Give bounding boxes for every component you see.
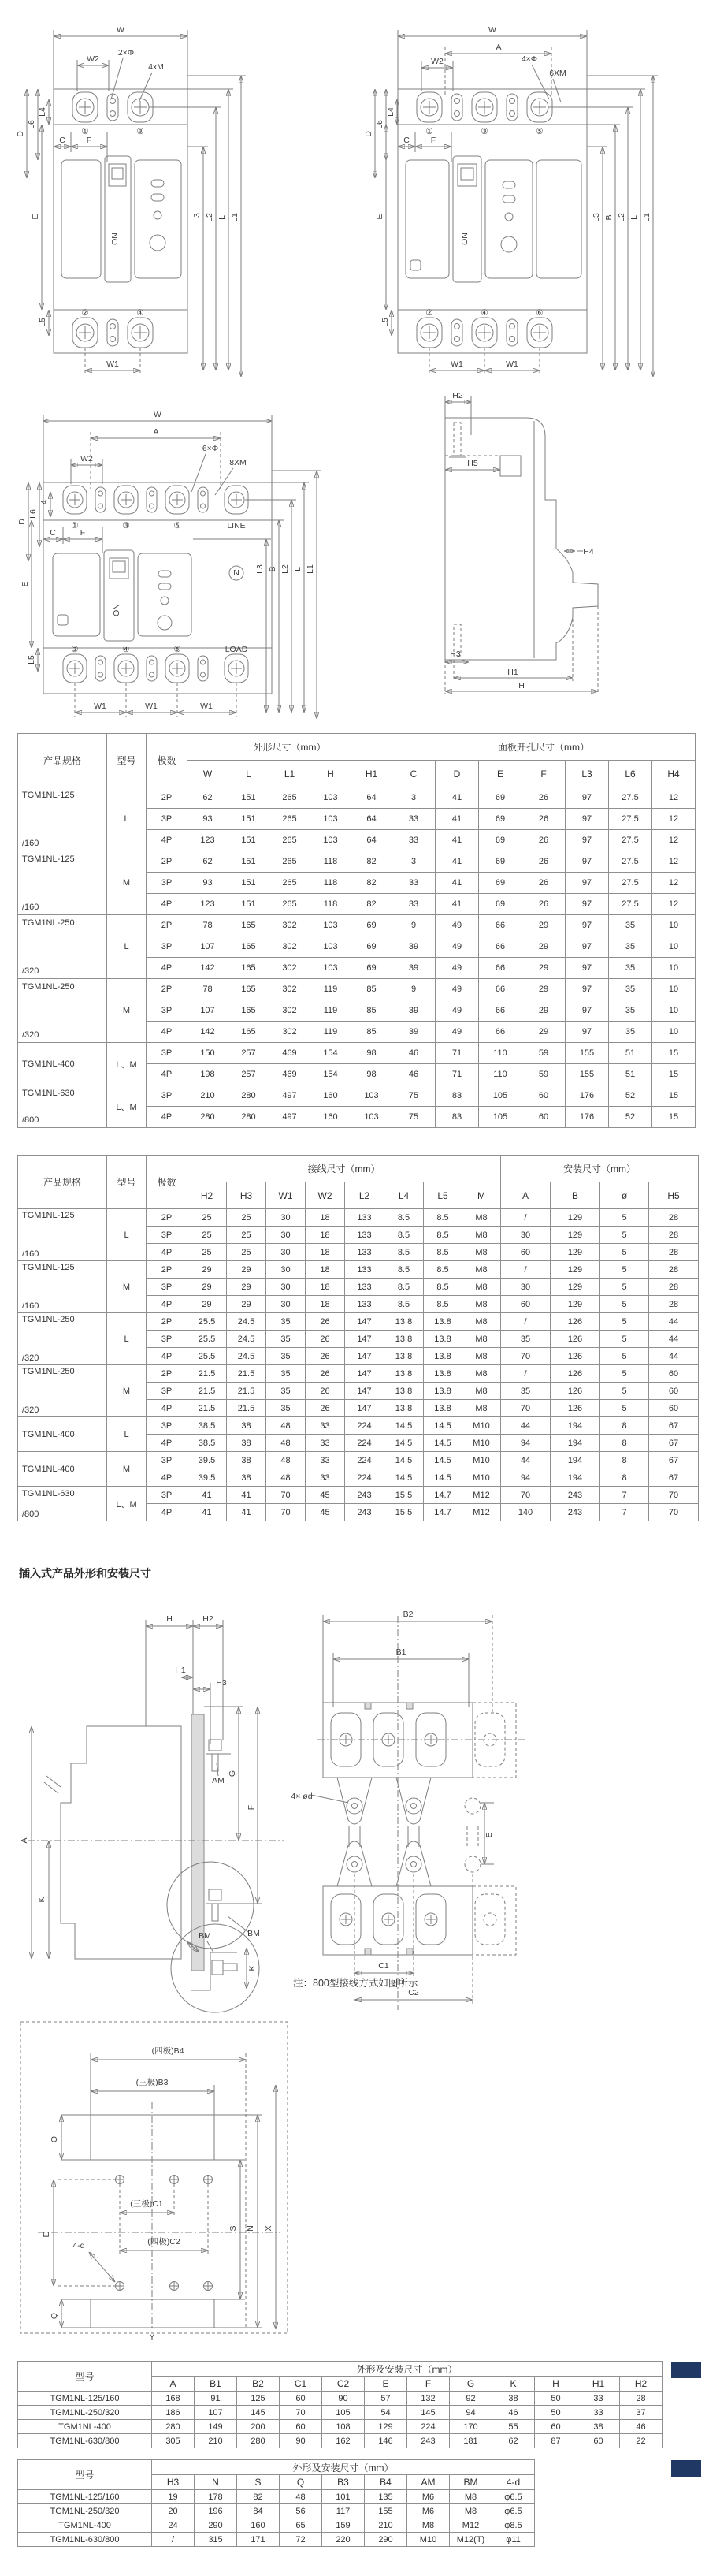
dim-label: W1	[106, 359, 119, 369]
dim-label: ③	[122, 521, 130, 530]
table-row: TGM1NL-630 /800 L、M 3P 210 280 497 160 103 75 83 105 60 176 52 15	[18, 1085, 696, 1107]
dim-label: A	[20, 1837, 29, 1844]
table-row: 3P 21.5 21.5 35 26 147 13.8 13.8 M8 35 126 5 60	[18, 1383, 699, 1400]
dim-label: L3	[592, 213, 601, 222]
plugin-dimension-table-1: 型号 外形及安装尺寸（mm） A B1 B2 C1 C2 E F G K H H1 H2 TGM1NL-125/160 168 91 125 60 90 57 132 92 38 50 33 28 TGM1NL-250/320 186 107 145 70 105 54 145 94 46 50 33 37 TGM1NL-400 280 149 200 60 108 129 224 170 55 60 38 46 TGM1NL-630/800 305 210 280 90 162 146 243 181 62 87 60 22	[17, 2361, 663, 2448]
dim-label: Q	[50, 2312, 59, 2320]
dim-label: LINE	[227, 521, 246, 530]
dim-label: L1	[230, 213, 239, 222]
dim-label: H1	[175, 1666, 186, 1675]
dim-label: ON	[110, 233, 120, 245]
dim-label: F	[86, 136, 92, 145]
wiring-mounting-dimension-table: 产品规格 型号 极数 接线尺寸（mm） 安装尺寸（mm） H2 H3 W1 W2 L2 L4 L5 M A B ø H5 TGM1NL-125 /160 L 2P 25 25 30 18 133 8.5 8.5 M8 / 129 5 28 3P 25 25 30 18 133 8.5 8.5 M8 30 129 5 28 4P 25 25 30 18 133 8.5 8.5 M8 60 129 5 28 TGM1NL-125 /160 M 2P 29 29 30 18 133 8.5 8.5 M8 / 129 5 28 3P 29 29 30 18 133 8.5 8.5 M8 30 129 5 28 4P 29 29 30 18 133 8.5 8.5 M8 60 129 5 28 TGM1NL-250 /320 L 2P 25.5 24.5 35 26 147 13.8 13.8 M8 / 126 5 44 3P 25.5 24.5 35 26 147 13.8 13.8 M8 35 126 5 44 4P 25.5 24.5 35 26 147 13.8 13.8 M8 70 126 5 44 TGM1NL-250 /320 M 2P 21.5 21.5 35 26 147 13.8 13.8 M8 / 126 5 60 3P 21.5 21.5 35 26 147 13.8 13.8 M8 35 126 5 60 4P 21.5 21.5 35 26 147 13.8 13.8 M8 70 126 5 60 TGM1NL-400 L 3P 38.5 38 48 33 224 14.5 14.5 M10 44 194 8 67 4P 38.5 38 48 33 224 14.5 14.5 M10 94 194 8 67 TGM1NL-400 M 3P 39.5 38 48 33 224 14.5 14.5 M10 44 194 8 67 4P 39.5 38 48 33 224 14.5 14.5 M10 94 194 8 67 TGM1NL-630 /800 L、M 3P 41 41 70 45 243 15.5 14.7 M12 70 243 7 70 4P 41 41 70 45 243 15.5 14.7 M12 140 243 7 70	[17, 1155, 699, 1521]
table-row: TGM1NL-125 /160 M 2P 29 29 30 18 133 8.5 8.5 M8 / 129 5 28	[18, 1261, 699, 1279]
dim-label: N	[246, 2225, 255, 2232]
dim-label: L2	[280, 564, 290, 574]
dim-label: L1	[642, 213, 651, 222]
dim-label: L5	[380, 318, 390, 327]
table-row: 4P 38.5 38 48 33 224 14.5 14.5 M10 94 194 8 67	[18, 1435, 699, 1452]
dim-label: B1	[395, 1647, 406, 1657]
dim-label: 4-d	[72, 2241, 85, 2250]
dim-label: K	[37, 1897, 46, 1903]
dim-label: H3	[216, 1678, 227, 1688]
dim-label: E	[484, 1832, 494, 1838]
section-title: 插入式产品外形和安装尺寸	[19, 1567, 151, 1580]
dim-label: W2	[431, 57, 444, 66]
dim-label: C	[59, 136, 65, 145]
dim-label: AM	[212, 1776, 225, 1785]
dim-label: W1	[451, 359, 463, 369]
dim-label: L	[293, 567, 303, 571]
dim-label: Y	[149, 2332, 155, 2342]
table-row: 4P 123 151 265 103 64 33 41 69 26 97 27.5 12	[18, 830, 696, 851]
dim-label: E	[375, 214, 384, 220]
dim-label: L6	[375, 120, 384, 129]
table-row: TGM1NL-125/160 19 178 82 48 101 135 M6 M8 φ6.5	[18, 2490, 535, 2504]
dim-label: W	[117, 25, 124, 35]
table-row: TGM1NL-125 /160 M 2P 62 151 265 118 82 3 41 69 26 97 27.5 12	[18, 851, 696, 873]
dim-label: E	[20, 581, 30, 587]
dim-label: H4	[583, 547, 594, 557]
dim-label: 6XM	[549, 69, 566, 78]
dim-label: F	[247, 1804, 256, 1811]
drawing-front-3p	[354, 6, 707, 394]
dim-label: (三极)C1	[130, 2199, 163, 2209]
dim-label: L	[217, 215, 227, 220]
dim-label: A	[153, 427, 159, 437]
dim-label: 4×Φ	[521, 54, 538, 64]
dim-label: ④	[136, 308, 144, 318]
table-row: 4P 123 151 265 118 82 33 41 69 26 97 27.5 12	[18, 894, 696, 915]
dim-label: C	[50, 528, 56, 538]
dim-label: H3	[450, 650, 461, 659]
dim-label: E	[31, 214, 40, 220]
table-row: TGM1NL-400 24 290 160 65 159 210 M8 M12 φ8.5	[18, 2518, 535, 2533]
table-row: TGM1NL-250/320 186 107 145 70 105 54 145 94 46 50 33 37	[18, 2406, 663, 2420]
dim-label: N	[233, 568, 239, 578]
dim-label: A	[496, 43, 502, 52]
dim-label: F	[80, 528, 86, 538]
dim-label: 4× ød	[291, 1792, 313, 1801]
dim-label: ON	[112, 604, 121, 616]
note-800-wiring: 注：800型接线方式如图所示	[293, 1978, 418, 1989]
table-row: 4P 142 165 302 103 69 39 49 66 29 97 35 10	[18, 958, 696, 979]
plugin-dimension-table-2: 型号 外形及安装尺寸（mm） H3 N S Q B3 B4 AM BM 4-d TGM1NL-125/160 19 178 82 48 101 135 M6 M8 φ6.5 TGM1NL-250/320 20 196 84 56 117 155 M6 M8 φ6.5 TGM1NL-400 24 290 160 65 159 210 M8 M12 φ8.5 TGM1NL-630/800 / 315 171 72 220 290 M10 M12(T) φ11	[17, 2459, 535, 2547]
dim-label: F	[430, 136, 436, 145]
dim-label: LOAD	[225, 645, 248, 654]
table-row: TGM1NL-400 L 3P 38.5 38 48 33 224 14.5 14.5 M10 44 194 8 67	[18, 1417, 699, 1435]
dim-label: (四极)C2	[147, 2237, 180, 2247]
table-row: 3P 25.5 24.5 35 26 147 13.8 13.8 M8 35 126 5 44	[18, 1331, 699, 1348]
table-row: TGM1NL-630/800 / 315 171 72 220 290 M10 M12(T) φ11	[18, 2533, 535, 2547]
table-row: 4P 29 29 30 18 133 8.5 8.5 M8 60 129 5 28	[18, 1296, 699, 1313]
dim-label: D	[364, 131, 373, 137]
table-row: 3P 107 165 302 103 69 39 49 66 29 97 35 10	[18, 936, 696, 958]
table-row: 4P 39.5 38 48 33 224 14.5 14.5 M10 94 194 8 67	[18, 1469, 699, 1487]
dim-label: L3	[255, 564, 265, 574]
table-row: TGM1NL-400 L、M 3P 150 257 469 154 98 46 71 110 59 155 51 15	[18, 1043, 696, 1064]
accent-block-2	[671, 2460, 701, 2477]
dim-label: H2	[202, 1614, 213, 1624]
dim-label: (四极)B4	[151, 2046, 184, 2056]
dim-label: L4	[39, 500, 49, 509]
dim-label: L3	[192, 213, 202, 222]
dim-label: G	[228, 1770, 237, 1778]
dim-label: W1	[145, 702, 158, 711]
table-row: 3P 93 151 265 118 82 33 41 69 26 97 27.5 12	[18, 873, 696, 894]
dim-label: L4	[38, 107, 47, 117]
dim-label: BM	[199, 1931, 211, 1941]
table-row: TGM1NL-630/800 305 210 280 90 162 146 243 181 62 87 60 22	[18, 2434, 663, 2448]
dim-label: ②	[425, 308, 433, 318]
dim-label: B2	[403, 1610, 414, 1619]
table-row: TGM1NL-400 280 149 200 60 108 129 224 170 55 60 38 46	[18, 2420, 663, 2434]
dim-label: H1	[507, 668, 518, 677]
table-row: TGM1NL-250 /320 L 2P 25.5 24.5 35 26 147 13.8 13.8 M8 / 126 5 44	[18, 1313, 699, 1331]
dim-label: ③	[481, 127, 488, 136]
table-row: TGM1NL-125 /160 L 2P 25 25 30 18 133 8.5 8.5 M8 / 129 5 28	[18, 1209, 699, 1227]
dim-label: D	[16, 131, 25, 137]
dim-label: ⑤	[536, 127, 544, 136]
table-row: 4P 198 257 469 154 98 46 71 110 59 155 51 15	[18, 1064, 696, 1085]
dim-label: ⑥	[536, 308, 544, 318]
dim-label: H5	[467, 459, 478, 468]
dim-label: W	[488, 25, 496, 35]
dim-label: H	[166, 1614, 173, 1624]
drawing-mounting-cutout	[16, 2014, 299, 2345]
outline-panel-dimension-table: 产品规格 型号 极数 外形尺寸（mm） 面板开孔尺寸（mm） W L L1 H H1 C D E F L3 L6 H4 TGM1NL-125 /160 L 2P 62 151 265 103 64 3 41 69 26 97 27.5 12 3P 93 151 265 103 64 33 41 69 26 97 27.5 12 4P 123 151 265 103 64 33 41 69 26 97 27.5 12 TGM1NL-125 /160 M 2P 62 151 265 118 82 3 41 69 26 97 27.5 12 3P 93 151 265 118 82 33 41 69 26 97 27.5 12 4P 123 151 265 118 82 33 41 69 26 97 27.5 12 TGM1NL-250 /320 L 2P 78 165 302 103 69 9 49 66 29 97 35 10 3P 107 165 302 103 69 39 49 66 29 97 35 10 4P 142 165 302 103 69 39 49 66 29 97 35 10 TGM1NL-250 /320 M 2P 78 165 302 119 85 9 49 66 29 97 35 10 3P 107 165 302 119 85 39 49 66 29 97 35 10 4P 142 165 302 119 85 39 49 66 29 97 35 10 TGM1NL-400 L、M 3P 150 257 469 154 98 46 71 110 59 155 51 15 4P 198 257 469 154 98 46 71 110 59 155 51 15 TGM1NL-630 /800 L、M 3P 210 280 497 160 103 75 83 105 60 176 52 15 4P 280 280 497 160 103 75 83 105 60 176 52 15	[17, 733, 696, 1128]
dim-label: ⑤	[173, 521, 181, 530]
dim-label: ①	[71, 521, 79, 530]
drawing-front-2p	[6, 6, 353, 394]
dim-label: 6×Φ	[202, 444, 219, 453]
dim-label: L1	[306, 564, 315, 574]
drawing-side-view	[425, 388, 622, 703]
table-row: TGM1NL-125 /160 L 2P 62 151 265 103 64 3 41 69 26 97 27.5 12	[18, 787, 696, 809]
dim-label: L2	[617, 213, 626, 222]
dim-label: ④	[481, 308, 488, 318]
dim-label: (三极)B3	[135, 2078, 169, 2087]
accent-block-1	[671, 2362, 701, 2378]
dim-label: L6	[27, 120, 36, 129]
dim-label: L	[629, 215, 639, 220]
dim-label: W1	[200, 702, 213, 711]
dim-label: ①	[81, 127, 89, 136]
dim-label: ON	[460, 233, 470, 245]
dim-label: 8XM	[229, 458, 247, 467]
dim-label: ①	[425, 127, 433, 136]
dim-label: W1	[94, 702, 106, 711]
dim-label: L4	[386, 107, 395, 117]
table-row: 3P 29 29 30 18 133 8.5 8.5 M8 30 129 5 28	[18, 1279, 699, 1296]
table-row: 3P 25 25 30 18 133 8.5 8.5 M8 30 129 5 28	[18, 1227, 699, 1244]
drawing-plugin-side-and-base	[12, 1596, 697, 2014]
dim-label: ④	[122, 645, 130, 654]
dim-label: D	[17, 519, 27, 525]
dim-label: H2	[452, 391, 463, 400]
dim-label: H	[518, 681, 525, 691]
table-row: TGM1NL-125/160 168 91 125 60 90 57 132 92 38 50 33 28	[18, 2392, 663, 2406]
table-row: 4P 21.5 21.5 35 26 147 13.8 13.8 M8 70 126 5 60	[18, 1400, 699, 1417]
dim-label: ②	[81, 308, 89, 318]
dim-label: C1	[378, 1961, 389, 1971]
dim-label: L5	[27, 655, 36, 664]
dim-label: L6	[28, 509, 38, 519]
dim-label: B	[268, 566, 277, 572]
table-row: 3P 93 151 265 103 64 33 41 69 26 97 27.5 12	[18, 809, 696, 830]
dim-label: 2×Φ	[117, 48, 135, 58]
table-row: 4P 280 280 497 160 103 75 83 105 60 176 52 15	[18, 1107, 696, 1128]
dim-label: C	[403, 136, 410, 145]
table-row: TGM1NL-250 /320 M 2P 21.5 21.5 35 26 147 13.8 13.8 M8 / 126 5 60	[18, 1365, 699, 1383]
dim-label: K	[247, 1965, 257, 1971]
drawing-front-4p	[12, 404, 366, 723]
table-row: TGM1NL-250 /320 L 2P 78 165 302 103 69 9 49 66 29 97 35 10	[18, 915, 696, 936]
dim-label: X	[264, 2225, 273, 2232]
table-row: 4P 25 25 30 18 133 8.5 8.5 M8 60 129 5 28	[18, 1244, 699, 1261]
table-row: TGM1NL-250/320 20 196 84 56 117 155 M6 M8 φ6.5	[18, 2504, 535, 2518]
dim-label: W2	[87, 54, 99, 64]
dim-label: L2	[205, 213, 214, 222]
dim-label: 4xM	[148, 62, 164, 72]
dim-label: W1	[506, 359, 518, 369]
dim-label: BM	[247, 1929, 260, 1938]
dim-label: S	[228, 2225, 238, 2232]
table-row: 4P 41 41 70 45 243 15.5 14.7 M12 140 243 7 70	[18, 1504, 699, 1521]
dim-label: L5	[38, 318, 47, 327]
dim-label: B	[604, 214, 614, 221]
dim-label: Q	[50, 2135, 59, 2143]
dim-label: ⑥	[173, 645, 181, 654]
dim-label: W	[154, 410, 161, 419]
table-row: TGM1NL-250 /320 M 2P 78 165 302 119 85 9 49 66 29 97 35 10	[18, 979, 696, 1000]
table-row: TGM1NL-630 /800 L、M 3P 41 41 70 45 243 15.5 14.7 M12 70 243 7 70	[18, 1487, 699, 1504]
dim-label: E	[42, 2232, 51, 2238]
dim-label: C2	[408, 1988, 419, 1997]
dim-label: W2	[80, 454, 93, 463]
table-row: TGM1NL-400 M 3P 39.5 38 48 33 224 14.5 14.5 M10 44 194 8 67	[18, 1452, 699, 1469]
table-row: 4P 142 165 302 119 85 39 49 66 29 97 35 10	[18, 1022, 696, 1043]
dim-label: ②	[71, 645, 79, 654]
dim-label: ③	[136, 127, 144, 136]
table-row: 3P 107 165 302 119 85 39 49 66 29 97 35 10	[18, 1000, 696, 1022]
table-row: 4P 25.5 24.5 35 26 147 13.8 13.8 M8 70 126 5 44	[18, 1348, 699, 1365]
